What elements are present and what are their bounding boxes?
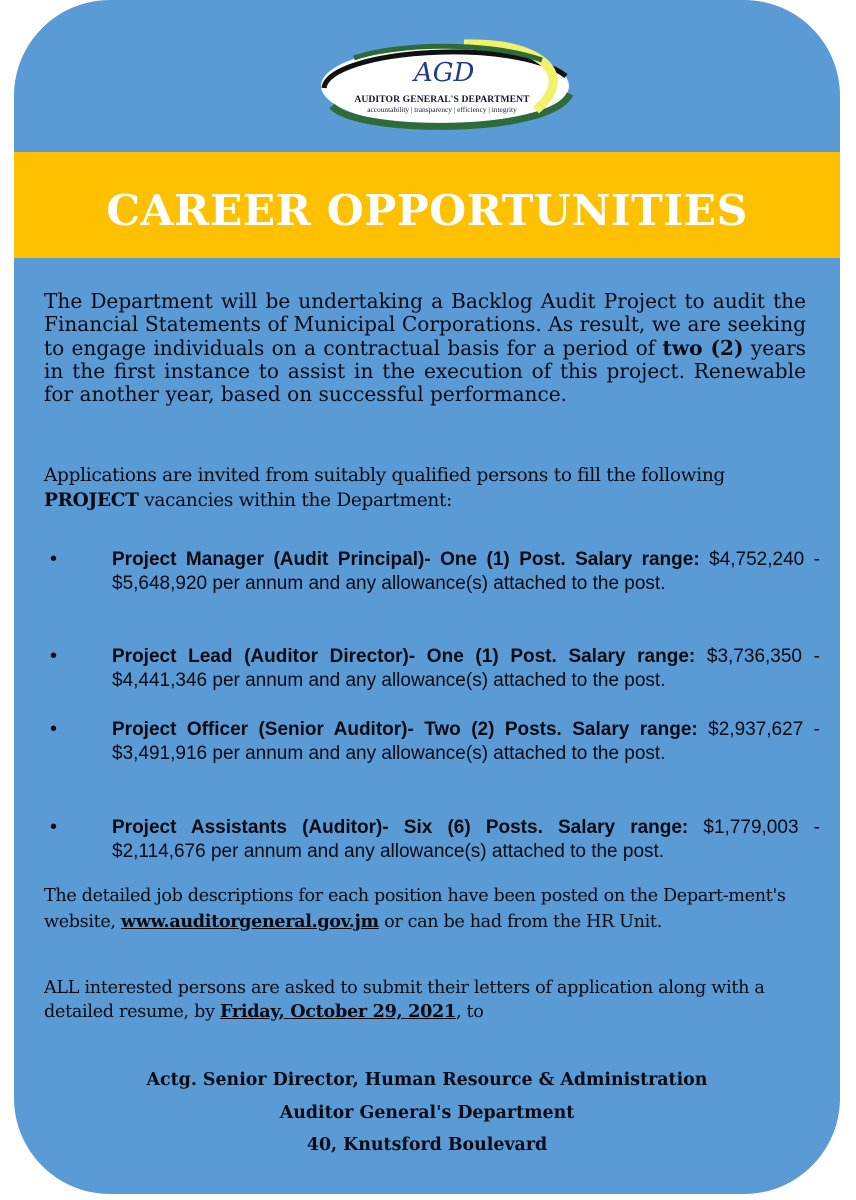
logo-tagline: accountability | transparency | efficiency | integrity xyxy=(367,105,517,114)
details-text-start: The detailed job descriptions for each position have been posted on the Depart-ment's website, xyxy=(44,886,786,932)
bullet-icon: • xyxy=(50,816,58,838)
vacancy-text xyxy=(112,816,820,863)
job-descriptions-paragraph xyxy=(44,884,804,935)
address-street: 40, Knutsford Boulevard xyxy=(306,1135,548,1155)
intro-text-start: The Department will be undertaking a Backlog Audit Project to audit the Financial Statements of Municipal Corporations. As result, we are seeking to engage individuals on a contractual basis for a period of xyxy=(44,289,806,360)
agd-logo xyxy=(314,36,576,136)
vacancy-text xyxy=(112,548,820,595)
applications-paragraph xyxy=(44,463,814,513)
submission-text-start: ALL interested persons are asked to submit their letters of application along with a detailed resume, by xyxy=(44,978,765,1022)
mailing-address xyxy=(14,1064,840,1162)
vacancy-detail: $2,937,627 - $3,491,916 per annum and any allowance(s) attached to the post. xyxy=(112,719,820,764)
vacancy-title: Project Assistants (Auditor)- Six (6) Posts. Salary range: xyxy=(112,817,689,838)
address-department: Auditor General's Department xyxy=(279,1102,575,1123)
applications-line: Applications are invited from suitably qualified persons to fill the following xyxy=(44,465,725,486)
submission-paragraph xyxy=(44,976,814,1024)
details-text-end: or can be had from the HR Unit. xyxy=(378,912,662,932)
page-title: CAREER OPPORTUNITIES xyxy=(106,186,748,236)
vacancy-detail: $4,752,240 - $5,648,920 per annum and any allowance(s) attached to the post. xyxy=(112,549,820,594)
intro-text-end: years in the first instance to assist in the execution of this project. Renewable for another year, based on successful performance. xyxy=(44,335,806,407)
vacancy-text xyxy=(112,718,820,765)
applications-line-rest: vacancies within the Department: xyxy=(138,490,453,511)
logo-text xyxy=(350,94,534,124)
title-banner xyxy=(14,152,840,258)
vacancy-title: Project Officer (Senior Auditor)- Two (2) Posts. Salary range: xyxy=(112,719,698,740)
intro-duration: two (2) xyxy=(662,335,744,360)
intro-paragraph xyxy=(44,290,806,406)
vacancy-title: Project Lead (Auditor Director)- One (1) Post. Salary range: xyxy=(112,646,696,667)
vacancy-detail: $3,736,350 - $4,441,346 per annum and any allowance(s) attached to the post. xyxy=(112,646,820,691)
poster-panel xyxy=(14,0,840,1194)
deadline-date: Friday, October 29, 2021 xyxy=(220,1001,456,1022)
logo-abbreviation: AGD xyxy=(414,58,475,88)
applications-project-label: PROJECT xyxy=(44,490,139,511)
website-link[interactable]: www.auditorgeneral.gov.jm xyxy=(120,911,379,932)
vacancy-title: Project Manager (Audit Principal)- One (1) Post. Salary range: xyxy=(112,549,700,570)
vacancy-text xyxy=(112,645,820,692)
logo-department-name: AUDITOR GENERAL'S DEPARTMENT xyxy=(354,94,530,105)
vacancy-detail: $1,779,003 - $2,114,676 per annum and any allowance(s) attached to the post. xyxy=(112,817,820,862)
bullet-icon: • xyxy=(50,645,58,667)
submission-text-end: , to xyxy=(455,1002,484,1022)
bullet-icon: • xyxy=(50,548,58,570)
address-recipient: Actg. Senior Director, Human Resource & Administration xyxy=(146,1070,708,1090)
bullet-icon: • xyxy=(50,718,58,740)
